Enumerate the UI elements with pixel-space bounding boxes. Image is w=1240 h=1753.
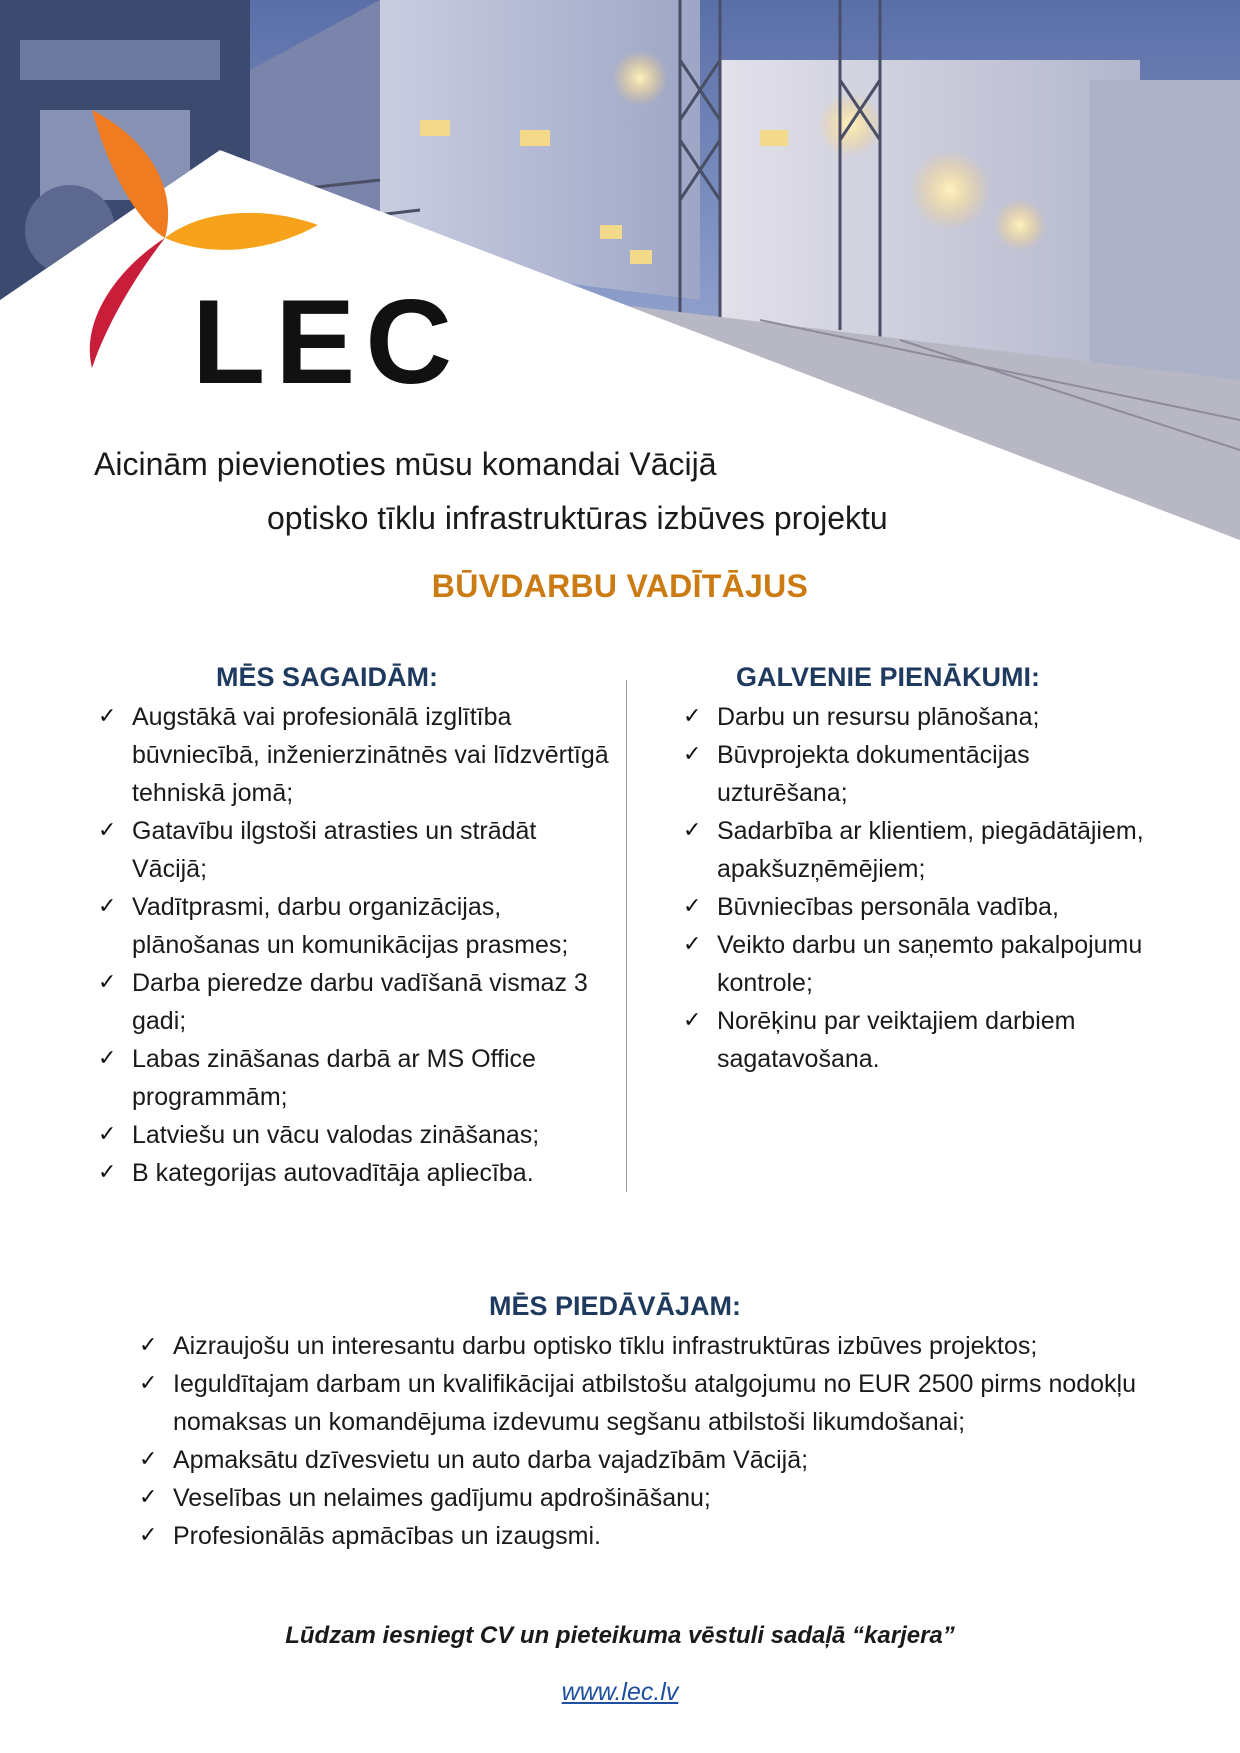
logo-wordmark: LEC xyxy=(192,275,462,409)
list-item: ✓ Augstākā vai profesionālā izglītība būvniecībā, inženierzinātnēs vai līdzvērtīgā tehniskā jomā; xyxy=(98,698,618,812)
checkmark-icon: ✓ xyxy=(139,1523,158,1548)
list-item: ✓ Apmaksātu dzīvesvietu un auto darba vajadzībām Vācijā; xyxy=(139,1441,1159,1479)
list-item: ✓ Labas zināšanas darbā ar MS Office programmām; xyxy=(98,1040,618,1116)
checkmark-icon: ✓ xyxy=(139,1371,158,1396)
checkmark-icon: ✓ xyxy=(98,1160,117,1185)
position-title: BŪVDARBU VADĪTĀJUS xyxy=(431,568,809,604)
column-divider xyxy=(626,680,627,1192)
checkmark-icon: ✓ xyxy=(98,894,117,919)
list-item: ✓ Veselības un nelaimes gadījumu apdrošināšanu; xyxy=(139,1479,1159,1517)
list-item: ✓ Būvprojekta dokumentācijas uzturēšana; xyxy=(683,736,1153,812)
offer-title: MĒS PIEDĀVĀJAM: xyxy=(489,1291,742,1321)
list-item: ✓ Vadītprasmi, darbu organizācijas, plānošanas un komunikācijas prasmes; xyxy=(98,888,618,964)
offer-list xyxy=(139,1327,1159,1555)
checkmark-icon: ✓ xyxy=(683,932,702,957)
checkmark-icon: ✓ xyxy=(139,1447,158,1472)
intro-line-1: Aicinām pievienoties mūsu komandai Vācijā xyxy=(94,446,717,482)
list-item: ✓ Aizraujošu un interesantu darbu optisko tīklu infrastruktūras izbūves projektos; xyxy=(139,1327,1159,1365)
list-item: ✓ Sadarbība ar klientiem, piegādātājiem, apakšuzņēmējiem; xyxy=(683,812,1153,888)
duties-title: GALVENIE PIENĀKUMI: xyxy=(736,662,1041,692)
duties-list xyxy=(683,698,1153,1078)
checkmark-icon: ✓ xyxy=(98,818,117,843)
list-item: ✓ Darbu un resursu plānošana; xyxy=(683,698,1153,736)
website-link[interactable]: www.lec.lv xyxy=(561,1678,679,1706)
list-item: ✓ Gatavību ilgstoši atrasties un strādāt Vācijā; xyxy=(98,812,618,888)
checkmark-icon: ✓ xyxy=(683,1008,702,1033)
list-item: ✓ Darba pieredze darbu vadīšanā vismaz 3 gadi; xyxy=(98,964,618,1040)
checkmark-icon: ✓ xyxy=(98,970,117,995)
requirements-list xyxy=(98,698,618,1192)
intro-line-2: optisko tīklu infrastruktūras izbūves projektu xyxy=(267,500,888,536)
apply-instructions: Lūdzam iesniegt CV un pieteikuma vēstuli sadaļā “karjera” xyxy=(285,1622,955,1649)
checkmark-icon: ✓ xyxy=(683,742,702,767)
list-item: ✓ Veikto darbu un saņemto pakalpojumu kontrole; xyxy=(683,926,1153,1002)
list-item: ✓ Būvniecības personāla vadība, xyxy=(683,888,1153,926)
requirements-title: MĒS SAGAIDĀM: xyxy=(216,662,438,692)
list-item: ✓ Norēķinu par veiktajiem darbiem sagatavošana. xyxy=(683,1002,1153,1078)
checkmark-icon: ✓ xyxy=(98,1122,117,1147)
list-item: ✓ Latviešu un vācu valodas zināšanas; xyxy=(98,1116,618,1154)
checkmark-icon: ✓ xyxy=(139,1333,158,1358)
list-item: ✓ Profesionālās apmācības un izaugsmi. xyxy=(139,1517,1159,1555)
checkmark-icon: ✓ xyxy=(683,818,702,843)
checkmark-icon: ✓ xyxy=(683,894,702,919)
checkmark-icon: ✓ xyxy=(98,1046,117,1071)
checkmark-icon: ✓ xyxy=(98,704,117,729)
checkmark-icon: ✓ xyxy=(683,704,702,729)
list-item: ✓ Ieguldītajam darbam un kvalifikācijai atbilstošu atalgojumu no EUR 2500 pirms nodokļu nomaksas un komandējuma izdevumu segšanu atbilstoši likumdošanai; xyxy=(139,1365,1159,1441)
checkmark-icon: ✓ xyxy=(139,1485,158,1510)
list-item: ✓ B kategorijas autovadītāja apliecība. xyxy=(98,1154,618,1192)
